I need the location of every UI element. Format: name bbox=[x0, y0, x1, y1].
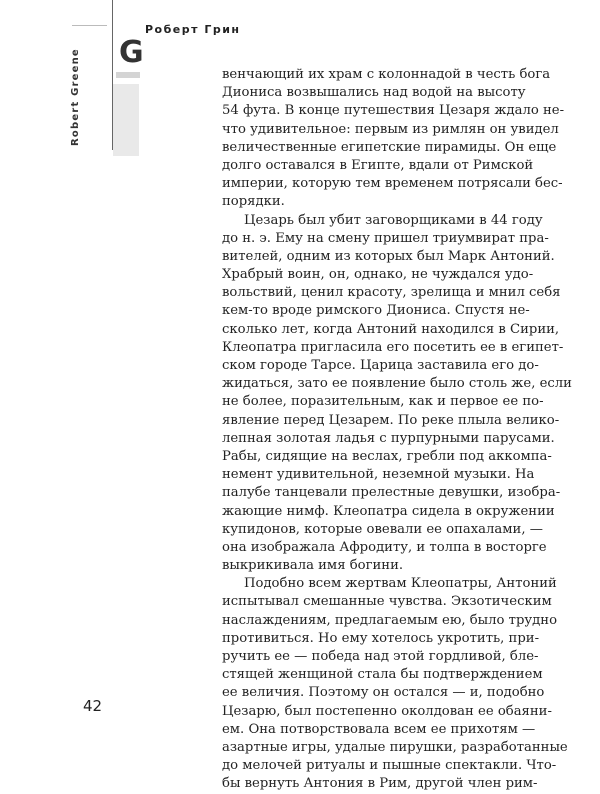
text-line: наслаждениям, предлагаемым ею, было трудно bbox=[222, 612, 558, 628]
text-line: вителей, одним из которых был Марк Антоний. bbox=[222, 248, 555, 264]
logo-letter-g: G bbox=[119, 35, 144, 70]
text-line: 54 фута. В конце путешествия Цезаря ждало не- bbox=[222, 103, 565, 119]
text-line: вольствий, ценил красоту, зрелища и мнил себя bbox=[222, 285, 561, 301]
text-line: Цезарю, был постепенно околдован ее обаяни- bbox=[222, 703, 552, 719]
text-line: палубе танцевали прелестные девушки, изобра- bbox=[222, 485, 561, 501]
text-line: Подобно всем жертвам Клеопатры, Антоний bbox=[244, 576, 557, 592]
text-line: венчающий их храм с колоннадой в честь бога bbox=[222, 67, 551, 82]
text-line: империи, которую тем временем потрясали бес- bbox=[222, 176, 563, 192]
page-number: 42 bbox=[83, 697, 103, 715]
text-line: не более, поразительным, как и первое ее по- bbox=[222, 394, 544, 410]
header-top-line bbox=[72, 25, 107, 26]
text-line: кем-то вроде римского Диониса. Спустя не- bbox=[222, 303, 530, 319]
text-line: ем. Она потворствовала всем ее прихотям — bbox=[222, 721, 536, 737]
text-line: Храбрый воин, он, однако, не чуждался удо- bbox=[222, 267, 534, 283]
body-text bbox=[222, 66, 572, 794]
text-line: до н. э. Ему на смену пришел триумвират пра- bbox=[222, 230, 549, 246]
text-line: долго оставался в Египте, вдали от Римской bbox=[222, 157, 534, 173]
text-line: явление перед Цезарем. По реке плыла велико- bbox=[222, 412, 560, 428]
text-line: немент удивительной, неземной музыки. На bbox=[222, 467, 535, 483]
text-line: сколько лет, когда Антоний находился в Сирии, bbox=[222, 321, 560, 337]
text-line: Клеопатра пригласила его посетить ее в египет- bbox=[222, 339, 564, 355]
text-line: ее величия. Поэтому он остался — и, подобно bbox=[222, 685, 545, 701]
paragraph bbox=[222, 66, 565, 212]
text-line: она изображала Афродиту, и толпа в восторге bbox=[222, 539, 547, 555]
paragraph bbox=[222, 575, 568, 793]
text-line: стящей женщиной стала бы подтверждением bbox=[222, 667, 543, 683]
text-line: Рабы, сидящие на веслах, гребли под аккомпа- bbox=[222, 448, 552, 464]
text-line: лепная золотая ладья с пурпурными парусами. bbox=[222, 430, 555, 446]
text-line: Диониса возвышались над водой на высоту bbox=[222, 85, 526, 101]
text-line: выкрикивала имя богини. bbox=[222, 558, 404, 574]
text-line: противиться. Но ему хотелось укротить, при- bbox=[222, 630, 540, 646]
text-line: жающие нимф. Клеопатра сидела в окружении bbox=[222, 503, 555, 519]
text-line: Цезарь был убит заговорщиками в 44 году bbox=[244, 212, 543, 228]
text-line: до мелочей ритуалы и пышные спектакли. Что- bbox=[222, 758, 557, 774]
text-line: купидонов, которые овевали ее опахалами, — bbox=[222, 521, 543, 537]
running-title: Роберт Грин bbox=[145, 23, 241, 36]
text-line: порядки. bbox=[222, 194, 285, 210]
text-line: азартные игры, удалые пирушки, разработанные bbox=[222, 739, 568, 755]
vertical-author-name: Robert Greene bbox=[70, 48, 81, 146]
paragraph bbox=[222, 212, 572, 576]
text-line: величественные египетские пирамиды. Он еще bbox=[222, 139, 557, 155]
text-line: ском городе Тарсе. Царица заставила его до- bbox=[222, 358, 539, 373]
header-gray-block bbox=[113, 84, 139, 156]
header-gray-strip bbox=[116, 72, 140, 78]
text-line: что удивительное: первым из римлян он увидел bbox=[222, 121, 559, 137]
text-line: жидаться, зато ее появление было столь же, если bbox=[222, 376, 572, 392]
text-line: бы вернуть Антония в Рим, другой член рим- bbox=[222, 776, 538, 792]
text-line: испытывал смешанные чувства. Экзотическим bbox=[222, 594, 552, 610]
text-line: ручить ее — победа над этой гордливой, бле- bbox=[222, 649, 539, 664]
